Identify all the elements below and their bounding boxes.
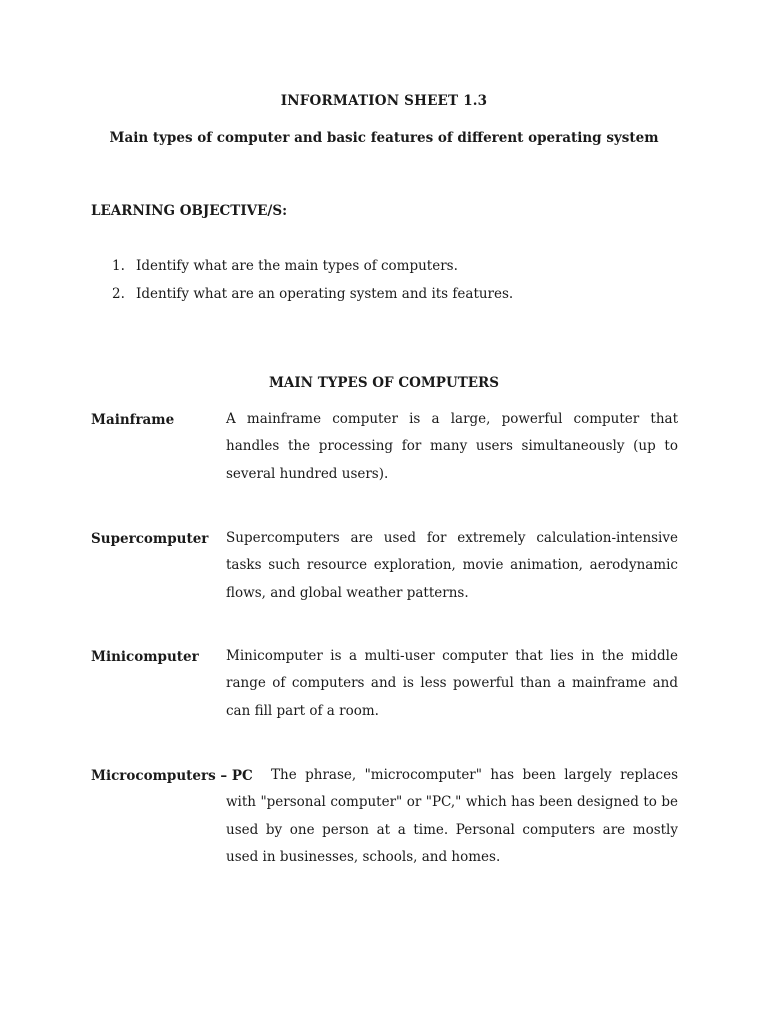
definition-minicomputer: Minicomputer is a multi-user computer that lies in the middle range of computers and is less powerful than a mainframe and can fill part of a room. [226, 648, 678, 719]
list-item [112, 285, 513, 313]
page-subtitle: Main types of computer and basic features of different operating system [109, 130, 659, 146]
list-item [112, 257, 513, 285]
objectives-heading: LEARNING OBJECTIVE/S: [91, 203, 288, 219]
objectives-list [112, 257, 513, 313]
term-mainframe: Mainframe [91, 412, 175, 428]
term-microcomputers: Microcomputers – PC [91, 768, 253, 784]
definition-mainframe: A mainframe computer is a large, powerful computer that handles the processing for many users simultaneously (up to several hundred users). [226, 411, 678, 482]
definition-supercomputer: Supercomputers are used for extremely calculation-intensive tasks such resource exploration, movie animation, aerodynamic flows, and global weather patterns. [226, 530, 678, 601]
page-title: INFORMATION SHEET 1.3 [280, 93, 488, 109]
list-item-number: 2. [112, 286, 125, 302]
list-item-text: Identify what are the main types of computers. [136, 258, 458, 274]
list-item-number: 1. [112, 258, 125, 274]
term-supercomputer: Supercomputer [91, 531, 209, 547]
term-minicomputer: Minicomputer [91, 649, 199, 665]
types-heading: MAIN TYPES OF COMPUTERS [268, 375, 500, 391]
definition-microcomputers: The phrase, "microcomputer" has been largely replaces with "personal computer" or "PC," which has been designed to be used by one person at a time. Personal computers are mostly used in businesses, schools, and homes. [226, 767, 678, 866]
list-item-text: Identify what are an operating system and its features. [136, 286, 514, 302]
